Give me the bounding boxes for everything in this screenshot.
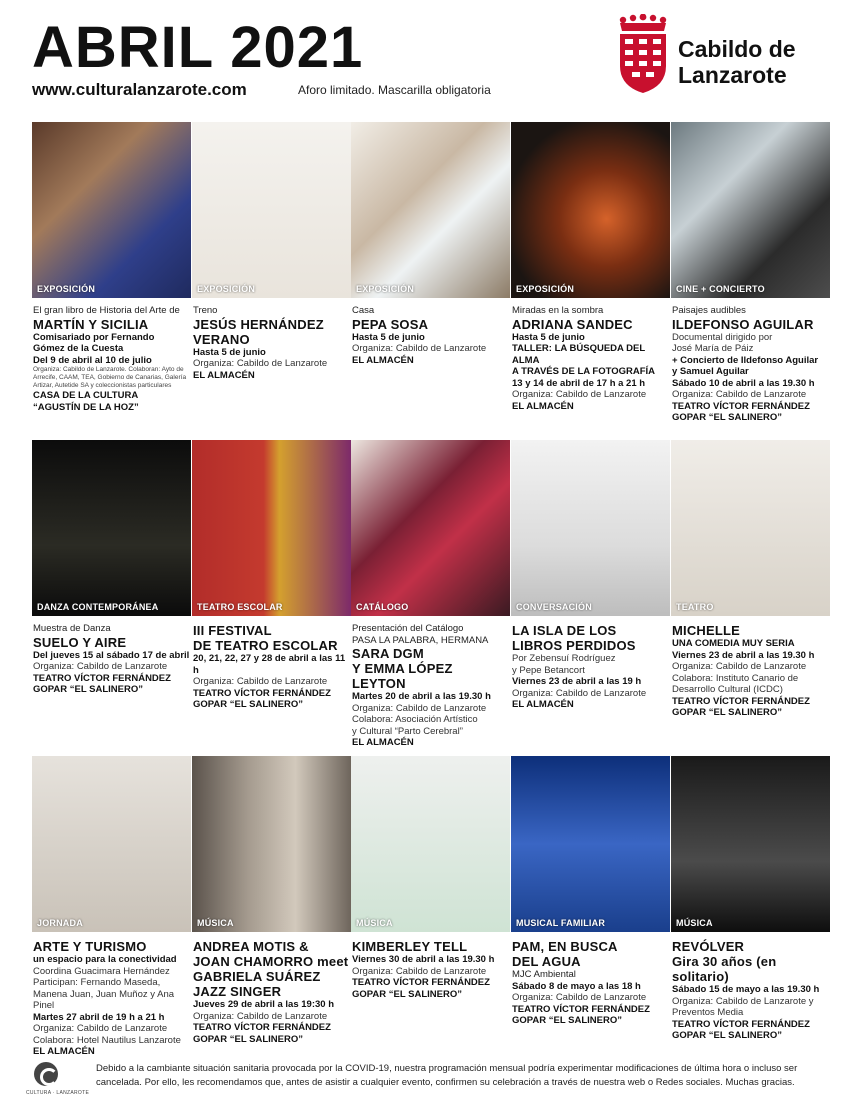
event-text-line: Sábado 8 de mayo a las 18 h	[512, 980, 641, 992]
event-text-line: Colabora: Asociación Artístico	[352, 714, 478, 725]
event-info	[192, 298, 351, 381]
event-category-tag: MÚSICA	[356, 918, 393, 928]
footer-icon-label: CULTURA · LANZAROTE	[26, 1090, 90, 1096]
event-info	[192, 932, 351, 1045]
logo-line-1: Cabildo de	[678, 36, 796, 62]
event-photo	[511, 756, 670, 932]
event-text-line: Gira 30 años (en solitario)	[672, 954, 777, 984]
event-category-tag: MUSICAL FAMILIAR	[516, 918, 606, 928]
event-text-line: TEATRO VÍCTOR FERNÁNDEZ	[512, 1003, 650, 1015]
event-photo	[192, 756, 351, 932]
event-photo	[511, 440, 670, 616]
event-text-line: Miradas en la sombra	[512, 305, 604, 316]
event-text-line: Documental dirigido por	[672, 331, 773, 343]
event-category-tag: TEATRO	[676, 602, 714, 612]
event-category-tag: CATÁLOGO	[356, 602, 409, 612]
event-category-tag: MÚSICA	[197, 918, 234, 928]
event-text-line: José María de Páiz	[672, 343, 754, 354]
event-text-line: EL ALMACÉN	[193, 369, 255, 381]
event-card[interactable]	[192, 122, 351, 381]
event-text-line: Sábado 10 de abril a las 19.30 h	[672, 377, 815, 389]
event-text-line: ARTE Y TURISMO	[33, 939, 147, 954]
event-text-line: Del 9 de abril al 10 de julio	[33, 354, 152, 366]
event-text-line: A TRAVÉS DE LA FOTOGRAFÍA	[512, 366, 656, 377]
event-photo	[351, 122, 510, 298]
event-text-line: + Concierto de Ildefonso Aguilar	[672, 354, 819, 366]
event-card[interactable]	[671, 756, 830, 1042]
covid-disclaimer: Debido a la cambiante situación sanitaria provocada por la COVID-19, nuestra programación mensual podría experimentar modificaciones de última hora o incluso ser cancelada. Por ello, les recomendamos que, antes de asistir a cualquier evento, confirmen su celebración a través de nuestra web o Redes sociales. Muchas gracias.	[96, 1063, 798, 1088]
event-text-line: Organiza: Cabildo de Lanzarote	[33, 1023, 168, 1034]
event-text-line: Organiza: Cabildo de Lanzarote	[512, 389, 647, 400]
event-category-tag: EXPOSICIÓN	[197, 284, 256, 294]
event-photo	[192, 122, 351, 298]
event-card[interactable]	[351, 756, 510, 1000]
cultura-lanzarote-icon	[34, 1062, 58, 1086]
event-info	[351, 932, 510, 1000]
event-photo	[511, 122, 670, 298]
page-title: ABRIL 2021	[32, 15, 364, 80]
event-text-line: GOPAR “EL SALINERO”	[512, 1015, 622, 1026]
event-text-line: Viernes 23 de abril a las 19.30 h	[672, 649, 815, 661]
event-photo	[32, 440, 191, 616]
event-card[interactable]	[192, 440, 351, 711]
event-text-line: Organiza: Cabildo de Lanzarote y	[672, 995, 814, 1007]
event-text-line: EL ALMACÉN	[33, 1046, 95, 1057]
event-info	[351, 616, 510, 749]
event-text-line: Hasta 5 de junio	[193, 346, 266, 358]
event-text-line: PASA LA PALABRA, HERMANA	[352, 634, 489, 646]
event-category-tag: EXPOSICIÓN	[356, 284, 415, 294]
event-text-line: GOPAR “EL SALINERO”	[193, 699, 303, 710]
event-text-line: GABRIELA SUÁREZ	[193, 969, 321, 984]
event-text-line: Preventos Media	[672, 1007, 744, 1018]
event-text-line: 13 y 14 de abril de 17 h a 21 h	[512, 377, 646, 389]
event-text-line: El gran libro de Historia del Arte de	[33, 305, 180, 316]
event-photo	[351, 756, 510, 932]
event-text-line: TEATRO VÍCTOR FERNÁNDEZ	[352, 977, 490, 988]
event-text-line: GOPAR “EL SALINERO”	[33, 684, 143, 695]
event-category-tag: JORNADA	[37, 918, 83, 928]
event-text-line: Organiza: Cabildo de Lanzarote	[193, 358, 328, 369]
logo-line-2: Lanzarote	[678, 62, 787, 88]
header	[32, 14, 832, 124]
event-info	[671, 298, 830, 424]
event-text-line: JOAN CHAMORRO meet	[193, 954, 349, 969]
event-text-line: 20, 21, 22, 27 y 28 de abril a las 11 h	[193, 653, 346, 676]
event-photo	[671, 756, 830, 932]
event-text-line: CASA DE LA CULTURA	[33, 390, 139, 401]
event-info	[192, 616, 351, 711]
event-photo	[671, 440, 830, 616]
event-info	[351, 298, 510, 366]
event-info	[32, 932, 191, 1058]
event-photo	[351, 440, 510, 616]
event-text-line: MARTÍN Y SICILIA	[33, 316, 149, 332]
event-text-line: LA ISLA DE LOS	[512, 623, 617, 638]
event-category-tag: CINE + CONCIERTO	[676, 284, 765, 294]
event-card[interactable]	[32, 122, 191, 413]
capacity-notice: Aforo limitado. Mascarilla obligatoria	[298, 83, 491, 97]
event-text-line: Participan: Fernando Maseda,	[33, 977, 161, 988]
event-text-line: DE TEATRO ESCOLAR	[193, 638, 338, 653]
event-info	[511, 298, 670, 412]
event-category-tag: EXPOSICIÓN	[37, 284, 96, 294]
event-text-line: Muestra de Danza	[33, 623, 111, 634]
event-text-line: REVÓLVER	[672, 939, 745, 954]
event-text-line: TEATRO VÍCTOR FERNÁNDEZ	[672, 400, 810, 412]
event-category-tag: MÚSICA	[676, 918, 713, 928]
event-text-line: Por Zebensuí Rodríguez	[512, 653, 616, 664]
event-text-line: Gómez de la Cuesta	[33, 343, 124, 354]
event-text-line: TEATRO VÍCTOR FERNÁNDEZ	[672, 695, 810, 707]
event-text-line: Hasta 5 de junio	[512, 331, 585, 343]
event-text-line: Sábado 15 de mayo a las 19.30 h	[672, 984, 820, 995]
event-text-line: PAM, EN BUSCA	[512, 939, 618, 954]
event-card[interactable]	[351, 122, 510, 366]
event-text-line: y Samuel Aguilar	[672, 366, 749, 377]
event-text-line: Organiza: Cabildo de Lanzarote	[512, 992, 647, 1003]
event-info	[671, 616, 830, 719]
event-text-line: JESÚS HERNÁNDEZ	[193, 316, 324, 332]
event-text-line: Organiza: Cabildo de Lanzarote	[193, 1010, 328, 1022]
event-text-line: Viernes 30 de abril a las 19.30 h	[352, 954, 495, 965]
event-text-line: EL ALMACÉN	[352, 354, 414, 366]
event-category-tag: TEATRO ESCOLAR	[197, 602, 283, 612]
event-text-line: UNA COMEDIA MUY SERIA	[672, 638, 795, 649]
event-text-line: Organiza: Cabildo de Lanzarote	[33, 661, 168, 672]
event-info	[511, 932, 670, 1027]
event-card[interactable]	[351, 440, 510, 749]
website-link[interactable]: www.culturalanzarote.com	[32, 80, 247, 99]
event-text-line: Viernes 23 de abril a las 19 h	[512, 676, 642, 687]
event-text-line: III FESTIVAL	[193, 623, 272, 638]
event-text-line: Organiza: Cabildo de Lanzarote	[193, 676, 328, 687]
cabildo-shield-logo	[615, 14, 671, 94]
event-text-line: un espacio para la conectividad	[33, 954, 177, 965]
event-text-line: PEPA SOSA	[352, 316, 429, 332]
event-text-line: Colabora: Hotel Nautilus Lanzarote	[33, 1034, 181, 1046]
event-text-line: Paisajes audibles	[672, 305, 746, 316]
event-text-line: DEL AGUA	[512, 954, 581, 969]
event-text-line: Organiza: Cabildo de Lanzarote	[352, 702, 487, 714]
event-text-line: KIMBERLEY TELL	[352, 939, 468, 954]
event-text-line: Colabora: Instituto Canario de	[672, 672, 799, 684]
event-card[interactable]	[671, 122, 830, 424]
event-category-tag: DANZA CONTEMPORÁNEA	[37, 602, 159, 612]
event-info	[511, 616, 670, 711]
event-card[interactable]	[511, 440, 670, 711]
event-text-line: EL ALMACÉN	[512, 400, 574, 412]
event-card[interactable]	[511, 756, 670, 1027]
event-text-line: EL ALMACÉN	[352, 737, 414, 748]
event-text-line: Organiza: Cabildo de Lanzarote. Colaboran: Ayto de Arrecife, CAAM, TEA, Gobierno de Canarias, Galería Artizar, Autetide SA y coleccionistas particulares	[33, 366, 187, 389]
event-text-line: SUELO Y AIRE	[33, 634, 127, 650]
event-text-line: “AGUSTÍN DE LA HOZ”	[33, 401, 139, 413]
event-text-line: SARA DGM	[352, 646, 424, 661]
event-text-line: Manena Juan, Juan Muñoz y Ana Pinel	[33, 988, 175, 1011]
event-text-line: TEATRO VÍCTOR FERNÁNDEZ	[33, 672, 171, 684]
event-text-line: Organiza: Cabildo de Lanzarote	[672, 389, 807, 400]
event-category-tag: CONVERSACIÓN	[516, 602, 592, 612]
event-text-line: Y EMMA LÓPEZ LEYTON	[352, 661, 453, 691]
event-photo	[192, 440, 351, 616]
event-text-line: Organiza: Cabildo de Lanzarote	[672, 661, 807, 672]
event-text-line: MICHELLE	[672, 623, 741, 638]
event-text-line: TALLER: LA BÚSQUEDA DEL ALMA	[512, 343, 645, 366]
event-text-line: y Pepe Betancort	[512, 664, 585, 676]
event-text-line: Comisariado por Fernando	[33, 331, 155, 343]
event-text-line: Treno	[193, 305, 218, 316]
event-text-line: GOPAR “EL SALINERO”	[672, 1030, 782, 1041]
event-text-line: EL ALMACÉN	[512, 699, 574, 710]
event-info	[671, 932, 830, 1042]
event-text-line: Desarrollo Cultural (ICDC)	[672, 684, 783, 695]
event-text-line: ILDEFONSO AGUILAR	[672, 316, 814, 332]
event-card[interactable]	[511, 122, 670, 412]
event-text-line: TEATRO VÍCTOR FERNÁNDEZ	[193, 687, 331, 699]
event-card[interactable]	[32, 756, 191, 1058]
event-text-line: ADRIANA SANDEC	[512, 316, 633, 332]
event-text-line: Martes 20 de abril a las 19.30 h	[352, 691, 491, 702]
event-text-line: GOPAR “EL SALINERO”	[672, 412, 782, 423]
event-text-line: Jueves 29 de abril a las 19:30 h	[193, 999, 335, 1010]
event-text-line: Organiza: Cabildo de Lanzarote	[352, 343, 487, 354]
event-text-line: LIBROS PERDIDOS	[512, 638, 636, 653]
cabildo-logo-text	[678, 36, 796, 88]
event-text-line: GOPAR “EL SALINERO”	[352, 988, 462, 1000]
event-card[interactable]	[192, 756, 351, 1045]
event-photo	[671, 122, 830, 298]
event-text-line: Coordina Guacimara Hernández	[33, 965, 170, 977]
event-text-line: Del jueves 15 al sábado 17 de abril	[33, 649, 190, 661]
event-text-line: ANDREA MOTIS &	[193, 939, 309, 954]
event-text-line: TEATRO VÍCTOR FERNÁNDEZ	[193, 1022, 331, 1033]
event-text-line: VERANO	[193, 331, 250, 347]
event-text-line: Hasta 5 de junio	[352, 331, 425, 343]
event-text-line: Presentación del Catálogo	[352, 623, 464, 634]
event-text-line: y Cultural “Parto Cerebral”	[352, 725, 463, 737]
event-text-line: GOPAR “EL SALINERO”	[193, 1033, 303, 1045]
event-text-line: TEATRO VÍCTOR FERNÁNDEZ	[672, 1018, 810, 1030]
event-info	[32, 298, 191, 413]
event-text-line: Organiza: Cabildo de Lanzarote	[352, 965, 487, 977]
event-text-line: GOPAR “EL SALINERO”	[672, 707, 782, 718]
event-text-line: Casa	[352, 305, 375, 316]
event-card[interactable]	[671, 440, 830, 719]
event-text-line: MJC Ambiental	[512, 969, 576, 980]
event-text-line: JAZZ SINGER	[193, 984, 282, 999]
event-text-line: Organiza: Cabildo de Lanzarote	[512, 687, 647, 699]
event-photo	[32, 756, 191, 932]
event-text-line: Martes 27 abril de 19 h a 21 h	[33, 1011, 165, 1023]
event-category-tag: EXPOSICIÓN	[516, 284, 575, 294]
event-info	[32, 616, 191, 696]
event-photo	[32, 122, 191, 298]
event-card[interactable]	[32, 440, 191, 696]
